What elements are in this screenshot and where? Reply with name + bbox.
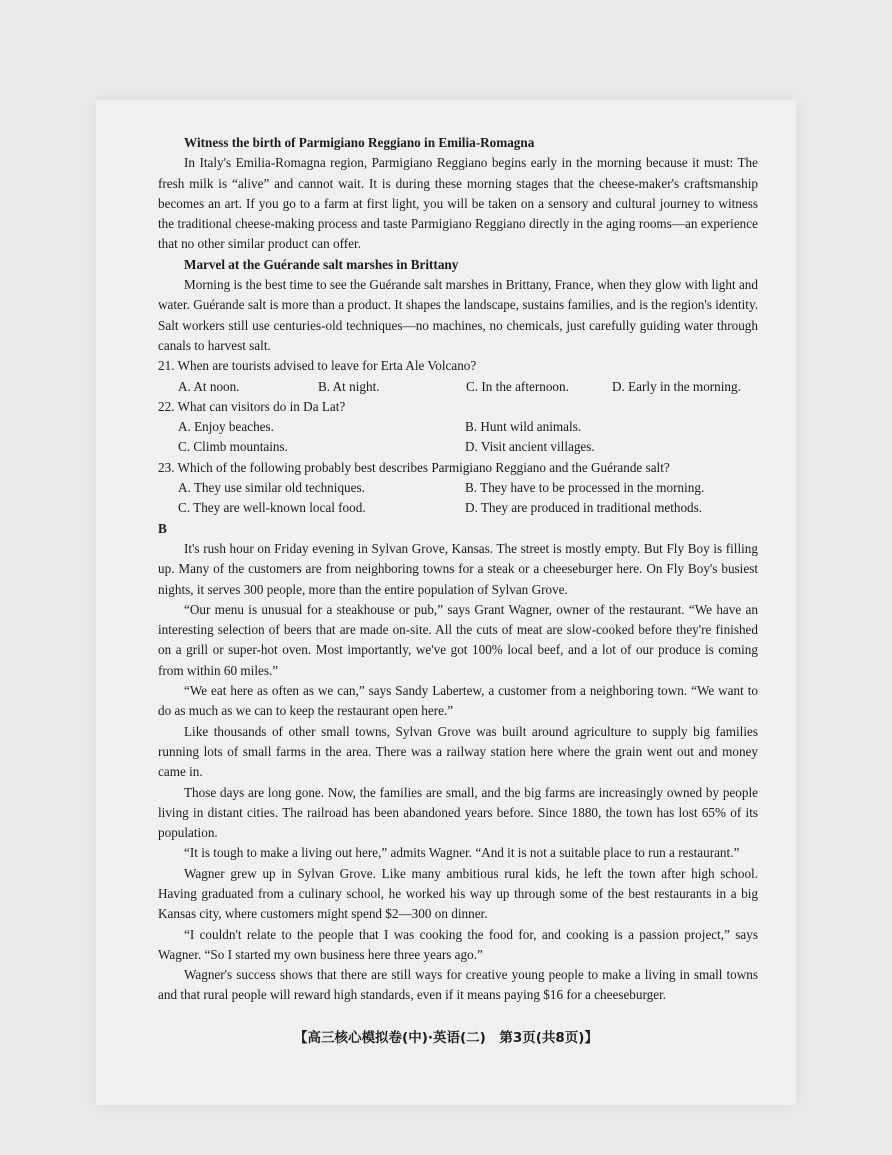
option-b: B. Hunt wild animals. <box>465 419 582 435</box>
paragraph: Like thousands of other small towns, Sylvan Grove was built around agriculture to supply big families running lots of small farms in the area. There was a railway station here where the grain went out and money came in. <box>158 723 758 780</box>
option-a: A. Enjoy beaches. <box>178 419 274 435</box>
option-a: A. At noon. <box>178 378 240 394</box>
question-stem: 23. Which of the following probably best describes Parmigiano Reggiano and the Guérande salt? <box>158 459 670 475</box>
question-23 <box>158 458 758 519</box>
option-d: D. Visit ancient villages. <box>465 439 595 455</box>
section-label-b: B <box>158 520 167 536</box>
question-22 <box>158 397 758 458</box>
question-21 <box>158 356 758 397</box>
option-b: B. At night. <box>318 378 380 394</box>
paragraph: Wagner grew up in Sylvan Grove. Like many ambitious rural kids, he left the town after high school. Having graduated from a culinary school, he worked his way up through some of the best restaurants in a big Kansas city, where customers might spend $2—300 on dinner. <box>158 865 758 922</box>
option-d: D. Early in the morning. <box>612 378 741 394</box>
option-c: C. In the afternoon. <box>466 378 569 394</box>
page-footer: 【高三核心模拟卷(中)·英语(二) 第3页(共8页)】 <box>294 1030 598 1046</box>
options-row <box>158 377 758 397</box>
heading-guerande: Marvel at the Guérande salt marshes in Brittany <box>184 256 459 272</box>
option-c: C. They are well-known local food. <box>178 500 366 516</box>
options-grid <box>158 478 758 519</box>
paragraph-parmigiano: In Italy's Emilia-Romagna region, Parmigiano Reggiano begins early in the morning because it must: The fresh milk is “alive” and cannot wait. It is during these morning stages that the cheese-maker's craftsmanship becomes an art. If you go to a farm at first light, you will be taken on a sensory and cultural journey to witness the traditional cheese-making process and taste Parmigiano Reggiano directly in the aging rooms—an experience that no other similar product can offer. <box>158 155 758 252</box>
heading-parmigiano: Witness the birth of Parmigiano Reggiano in Emilia-Romagna <box>184 135 535 150</box>
paragraph: Those days are long gone. Now, the families are small, and the big farms are increasingly owned by people living in distant cities. The railroad has been abandoned years before. Since 1880, the town has lost 65% of its population. <box>158 784 758 841</box>
question-stem: 22. What can visitors do in Da Lat? <box>158 398 346 414</box>
paragraph: “We eat here as often as we can,” says Sandy Labertew, a customer from a neighboring town. “We want to do as much as we can to keep the restaurant open here.” <box>158 683 758 719</box>
paragraph: It's rush hour on Friday evening in Sylvan Grove, Kansas. The street is mostly empty. But Fly Boy is filling up. Many of the customers are from neighboring towns for a steak or a cheeseburger here. On Fly Boy's busiest nights, it serves 300 people, more than the entire population of Sylvan Grove. <box>158 540 758 597</box>
options-grid <box>158 417 758 458</box>
question-stem: 21. When are tourists advised to leave for Erta Ale Volcano? <box>158 358 477 374</box>
page-content <box>158 133 758 1006</box>
option-d: D. They are produced in traditional methods. <box>465 500 703 516</box>
paragraph: “I couldn't relate to the people that I was cooking the food for, and cooking is a passion project,” says Wagner. “So I started my own business here three years ago.” <box>158 926 758 962</box>
paragraph: “Our menu is unusual for a steakhouse or pub,” says Grant Wagner, owner of the restaurant. “We have an interesting selection of beers that are made on-site. All the cuts of meat are slow-cooked before they're finished on a grill or super-hot oven. Most importantly, we've got 100% local beef, and a lot of our produce is coming from within 60 miles.” <box>158 601 758 678</box>
option-a: A. They use similar old techniques. <box>178 480 365 496</box>
option-b: B. They have to be processed in the morning. <box>465 480 705 496</box>
paragraph: “It is tough to make a living out here,” admits Wagner. “And it is not a suitable place to run a restaurant.” <box>184 845 740 861</box>
paragraph: Wagner's success shows that there are still ways for creative young people to make a living in small towns and that rural people will reward high standards, even if it means paying $16 for a cheeseburger. <box>158 967 758 1003</box>
paragraph-guerande: Morning is the best time to see the Guérande salt marshes in Brittany, France, when they glow with light and water. Guérande salt is more than a product. It shapes the landscape, sustains families, and is the region's identity. Salt workers still use centuries-old techniques—no machines, no chemicals, just carefully guiding water through canals to harvest salt. <box>158 277 758 353</box>
option-c: C. Climb mountains. <box>178 439 288 455</box>
